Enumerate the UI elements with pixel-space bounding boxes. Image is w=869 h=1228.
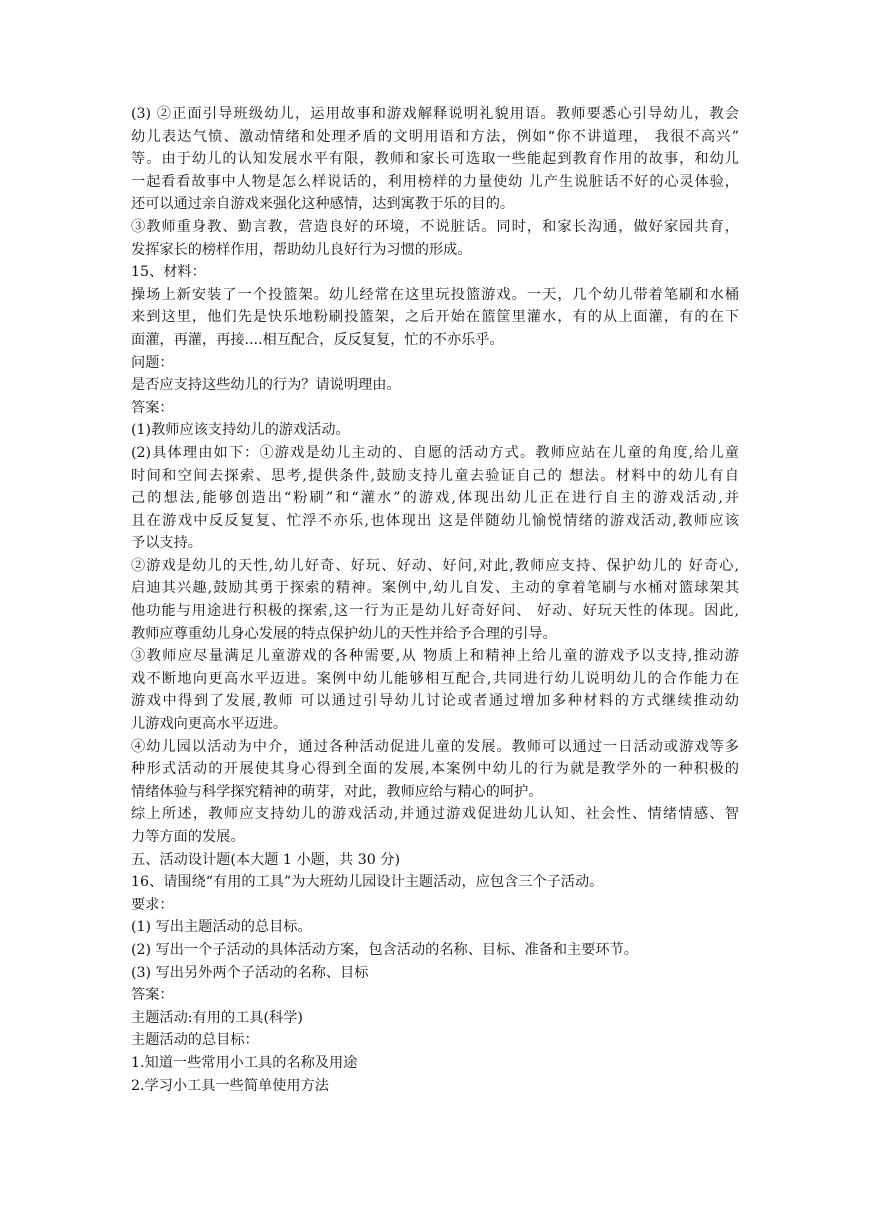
- document-page: [131, 103, 739, 1097]
- text-line: 予以支持。: [131, 535, 202, 552]
- text-line: 15、材料：: [131, 264, 206, 281]
- text-line: 戏不断地向更高水平迈进。案例中幼儿能够相互配合,共同进行幼儿说明幼儿的合作能力在: [131, 670, 739, 687]
- text-line: 答案：: [131, 399, 174, 416]
- text-line: (3) ②正面引导班级幼儿，运用故事和游戏解释说明礼貌用语。教师要悉心引导幼儿，教会: [131, 106, 739, 122]
- text-line: 教师应尊重幼儿身心发展的特点保护幼儿的天性并给予合理的引导。: [131, 625, 557, 642]
- text-line: (3) 写出另外两个子活动的名称、目标: [131, 964, 369, 981]
- text-line: 要求：: [131, 896, 174, 913]
- text-line: 他功能与用途进行积极的探索,这一行为正是幼儿好奇好问、 好动、好玩天性的体现。因此,: [131, 603, 739, 620]
- text-line: 1.知道一些常用小工具的名称及用途: [131, 1054, 358, 1071]
- text-line: 主题活动:有用的工具(科学): [131, 1009, 303, 1026]
- text-line: ③教师重身教、勤言教，营造良好的环境，不说脏话。同时，和家长沟通，做好家园共育，: [131, 218, 739, 235]
- text-line: 儿游戏向更高水平迈进。: [131, 716, 288, 733]
- text-line: 启迪其兴趣,鼓励其勇于探索的精神。案例中,幼儿自发、主动的拿着笔刷与水桶对篮球架其: [131, 580, 739, 597]
- text-line: 发挥家长的榜样作用，帮助幼儿良好行为习惯的形成。: [131, 241, 472, 258]
- text-line: 时间和空间去探索、思考,提供条件,鼓励支持儿童去验证自己的 想法。材料中的幼儿有自: [131, 467, 739, 484]
- text-line: 是否应支持这些幼儿的行为？请说明理由。: [131, 377, 401, 394]
- text-line: ②游戏是幼儿的天性,幼儿好奇、好玩、好动、好问,对此,教师应支持、保护幼儿的 好奇心,: [131, 557, 739, 574]
- text-line: ④幼儿园以活动为中介，通过各种活动促进儿童的发展。教师可以通过一日活动或游戏等多: [131, 738, 739, 755]
- text-line: 等。由于幼儿的认知发展水平有限，教师和家长可选取一些能起到教育作用的故事，和幼儿: [131, 151, 739, 168]
- text-line: 游戏中得到了发展,教师 可以通过引导幼儿讨论或者通过增加多种材料的方式继续推动幼: [131, 693, 739, 710]
- text-line: 种形式活动的开展使其身心得到全面的发展,本案例中幼儿的行为就是教学外的一种积极的: [131, 761, 739, 778]
- text-line: 2.学习小工具一些简单使用方法: [131, 1077, 329, 1094]
- text-line: 五、活动设计题(本大题 1 小题，共 30 分): [131, 851, 401, 868]
- text-line: 问题：: [131, 354, 174, 371]
- text-line: 还可以通过亲自游戏来强化这种感情，达到寓教于乐的目的。: [131, 196, 515, 213]
- text-line: ③教师应尽量满足儿童游戏的各种需要,从 物质上和精神上给儿童的游戏予以支持,推动游: [131, 648, 739, 665]
- text-line: (2)具体理由如下：①游戏是幼儿主动的、自愿的活动方式。教师应站在儿童的角度,给儿童: [131, 444, 739, 461]
- text-line: (2) 写出一个子活动的具体活动方案，包含活动的名称、目标、准备和主要环节。: [131, 941, 638, 958]
- text-line: 操场上新安装了一个投篮架。幼儿经常在这里玩投篮游戏。一天，几个幼儿带着笔刷和水桶: [131, 286, 739, 303]
- text-line: 己的想法,能够创造出“粉刷”和“灌水”的游戏,体现出幼儿正在进行自主的游戏活动,并: [131, 490, 739, 507]
- text-line: 幼儿表达气愤、激动情绪和处理矛盾的文明用语和方法，例如“你不讲道理， 我很不高兴”: [131, 128, 739, 145]
- text-line: 情绪体验与科学探究精神的萌芽，对此，教师应给与精心的呵护。: [131, 783, 543, 800]
- text-line: 面灌，再灌，再接....相互配合，反反复复，忙的不亦乐乎。: [131, 331, 504, 348]
- text-line: 综上所述，教师应支持幼儿的游戏活动,并通过游戏促进幼儿认知、社会性、情绪情感、智: [131, 806, 739, 823]
- text-line: (1) 写出主题活动的总目标。: [131, 919, 312, 936]
- text-line: 主题活动的总目标：: [131, 1032, 259, 1049]
- text-line: 来到这里，他们先是快乐地粉刷投篮架，之后开始在篮筐里灌水，有的从上面灌，有的在下: [131, 309, 739, 326]
- text-line: 答案：: [131, 987, 174, 1004]
- text-line: 且在游戏中反反复复、忙浮不亦乐,也体现出 这是伴随幼儿愉悦情绪的游戏活动,教师应该: [131, 512, 739, 529]
- text-line: 16、请围绕“有用的工具”为大班幼儿园设计主题活动，应包含三个子活动。: [131, 874, 604, 891]
- text-line: (1)教师应该支持幼儿的游戏活动。: [131, 422, 350, 439]
- text-line: 一起看看故事中人物是怎么样说话的，利用榜样的力量使幼 儿产生说脏话不好的心灵体验，: [131, 173, 739, 190]
- text-line: 力等方面的发展。: [131, 829, 245, 845]
